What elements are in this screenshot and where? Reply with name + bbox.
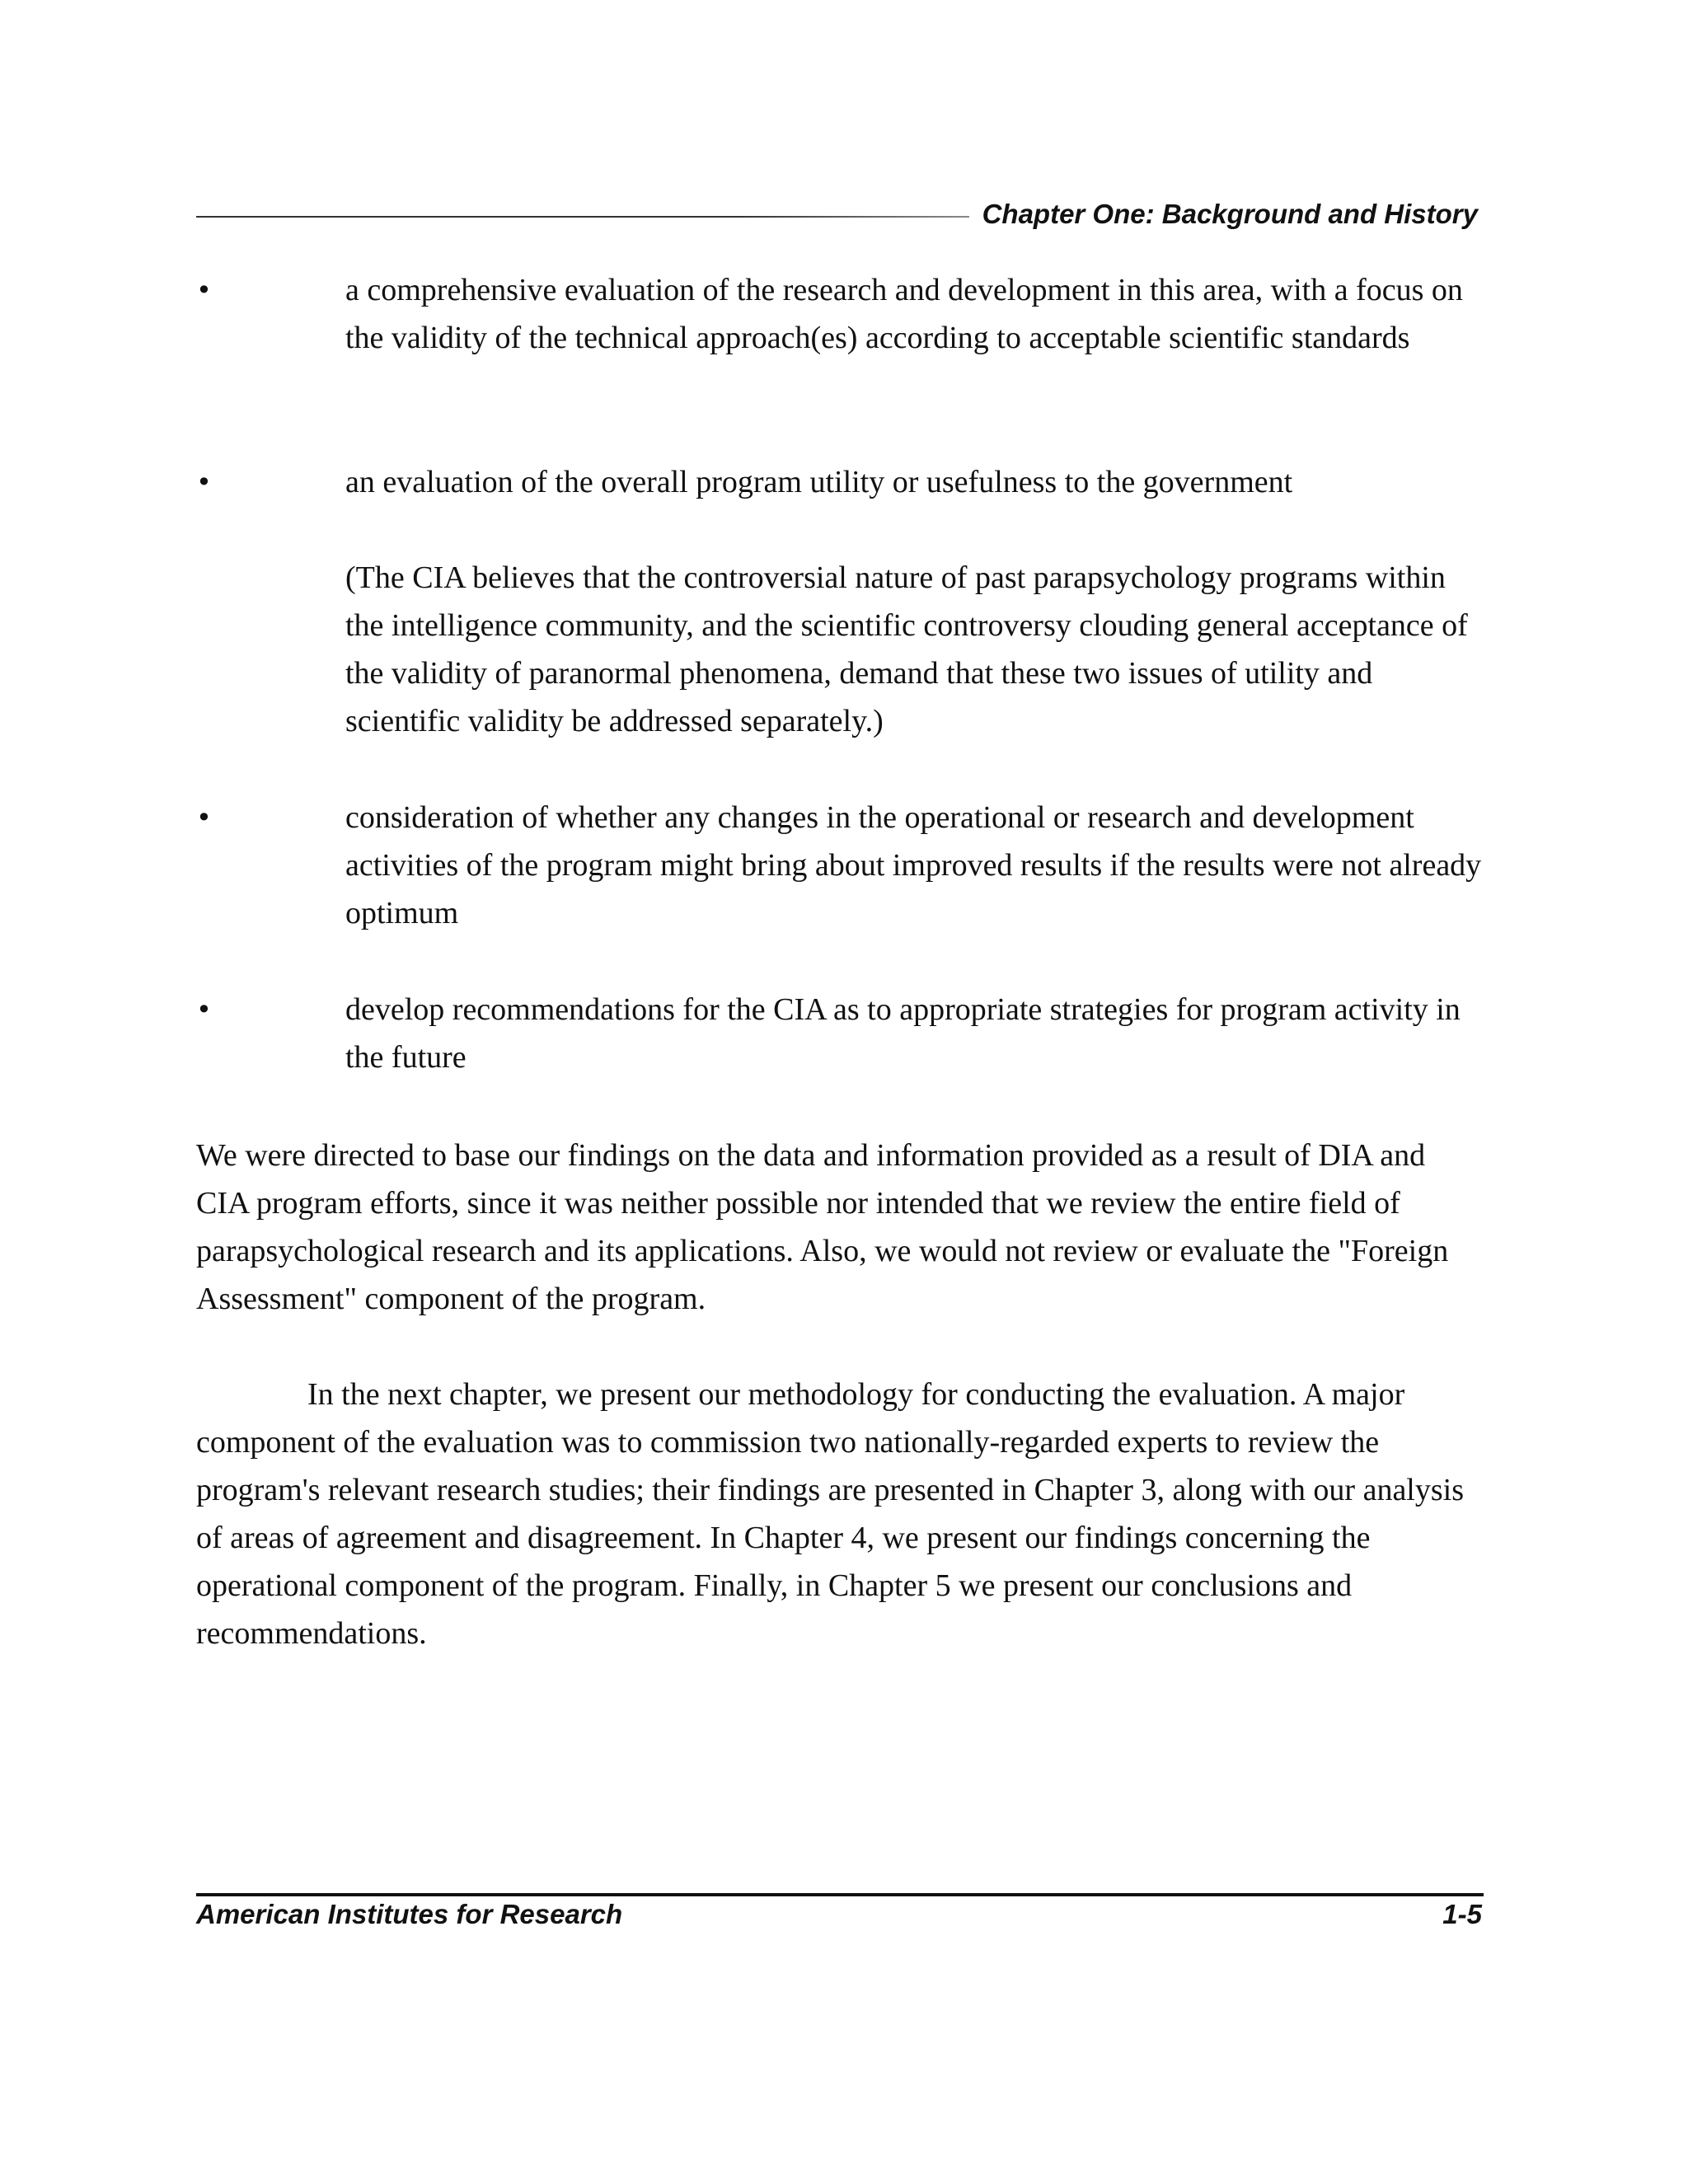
bullet-text: a comprehensive evaluation of the research and development in this area, with a focus on the validity of the technical approach(es) according to acceptable scientific standards: [345, 273, 1463, 355]
bullet-marker: •: [196, 802, 212, 833]
running-header-title: Chapter One: Background and History: [982, 199, 1478, 229]
bullet-text: develop recommendations for the CIA as to appropriate strategies for program activity in the future: [345, 992, 1461, 1075]
footer-page-number: 1-5: [1442, 1899, 1482, 1929]
footer-rule: [196, 1893, 1484, 1896]
bullet-text: an evaluation of the overall program utility or usefulness to the government: [345, 465, 1293, 499]
body-paragraph-2: In the next chapter, we present our methodology for conducting the evaluation. A major component of the evaluation was to commission two nationally-regarded experts to review the program's relevant research studies; their findings are presented in Chapter 3, along with our analysis of areas of agreement and disagreement. In Chapter 4, we present our findings concerning the operational component of the program. Finally, in Chapter 5 we present our conclusions and recommendations.: [196, 1377, 1464, 1651]
header-rule: [196, 216, 969, 218]
bullet-marker: •: [196, 994, 212, 1025]
bullet-text: consideration of whether any changes in the operational or research and development activities of the program might bring about improved results if the results were not already optimum: [345, 800, 1482, 930]
body-paragraph-1: We were directed to base our findings on the data and information provided as a result of DIA and CIA program efforts, since it was neither possible nor intended that we review the entire field of parapsychological research and its applications. Also, we would not review or evaluate the "Foreign Assessment" component of the program.: [196, 1138, 1449, 1316]
bullet-marker: •: [196, 466, 212, 498]
footer-organization: American Institutes for Research: [196, 1899, 623, 1929]
bullet-marker: •: [196, 274, 212, 306]
parenthetical-note: (The CIA believes that the controversial nature of past parapsychology programs within the intelligence community, and the scientific controversy clouding general acceptance of the validity of paranormal phenomena, demand that these two issues of utility and scientific validity be addressed separately.): [345, 560, 1468, 738]
